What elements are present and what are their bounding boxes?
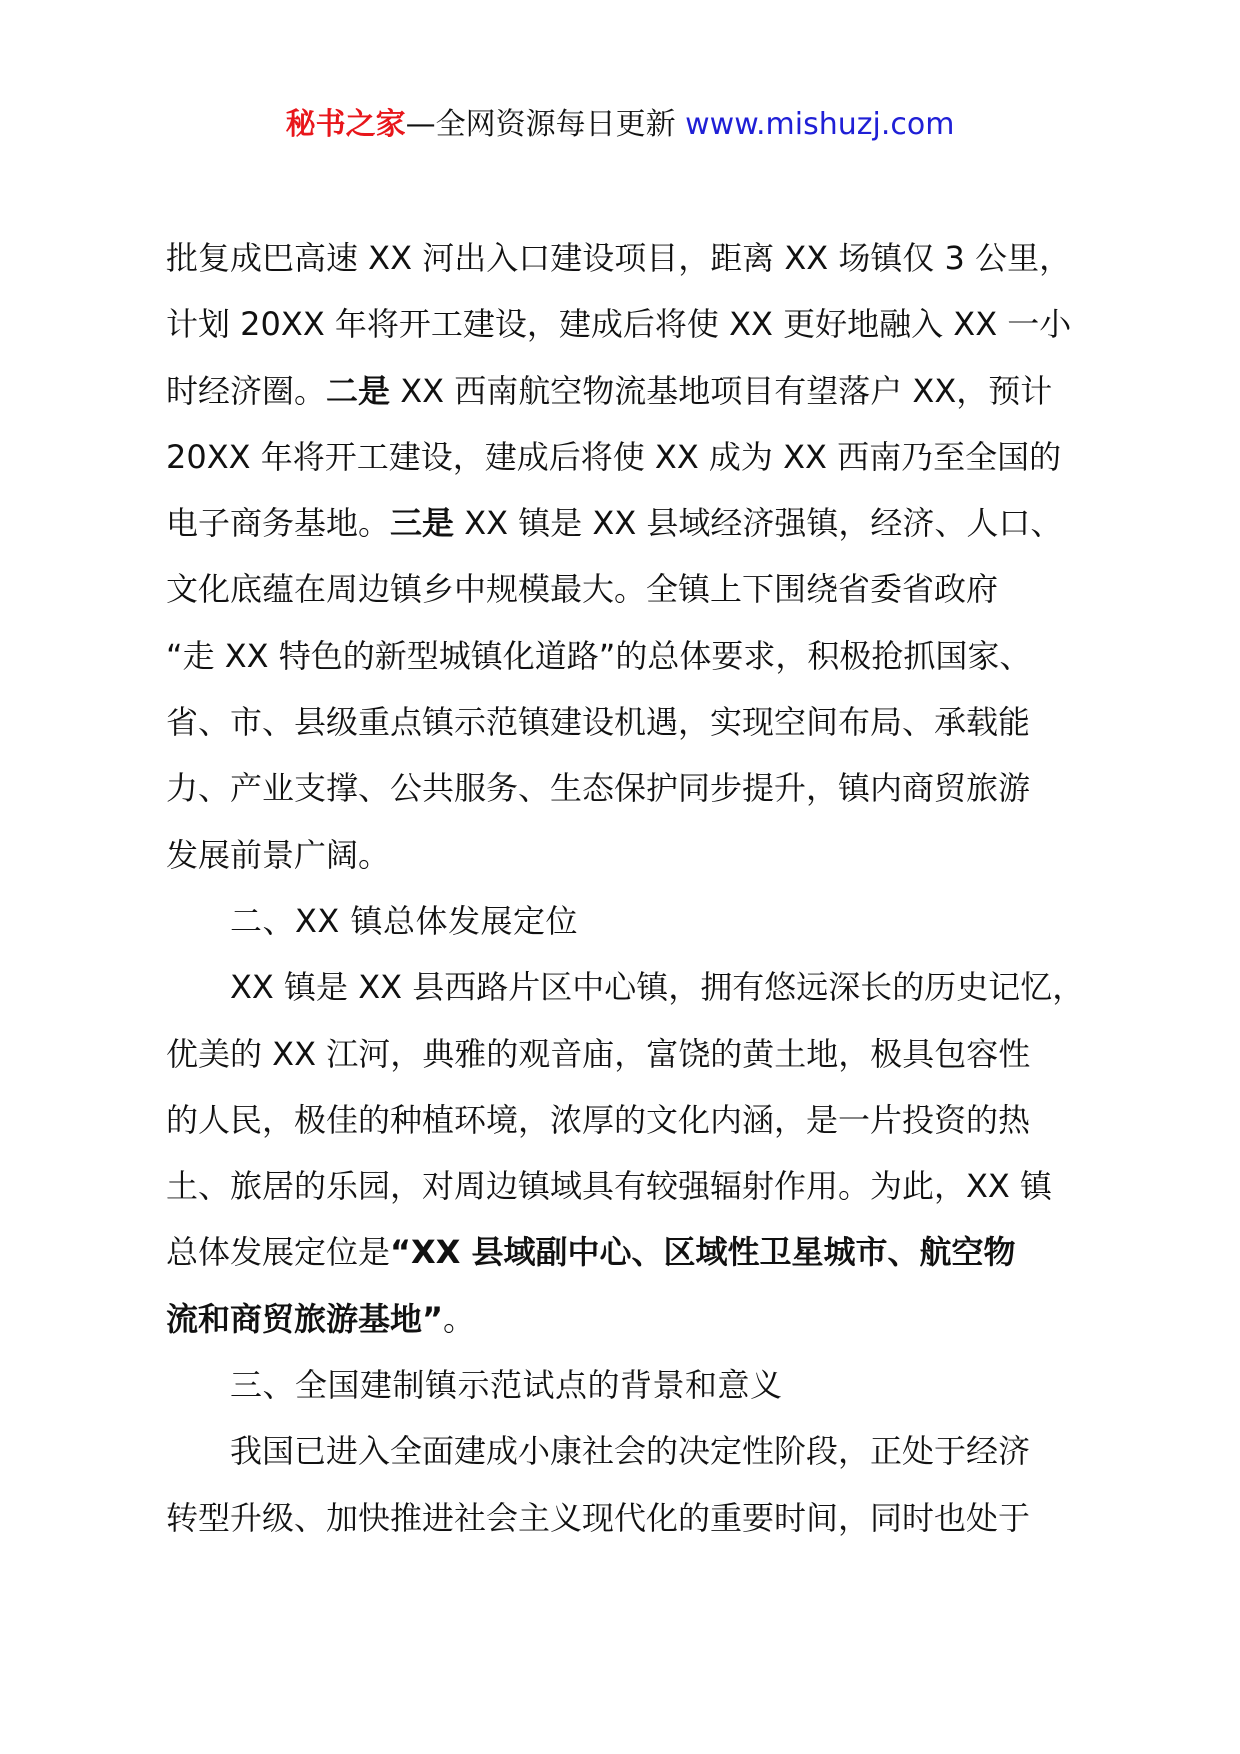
paragraph-line bbox=[166, 623, 1100, 689]
text-segment: “走 XX 特色的新型城镇化道路”的总体要求，积极抢抓国家、 bbox=[166, 636, 1032, 675]
paragraph-line bbox=[166, 424, 1100, 490]
text-segment: 转型升级、加快推进社会主义现代化的重要时间，同时也处于 bbox=[166, 1498, 1031, 1537]
site-header bbox=[0, 98, 1240, 152]
text-segment: 电子商务基地。 bbox=[166, 504, 391, 543]
text-segment: 我国已进入全面建成小康社会的决定性阶段，正处于经济 bbox=[230, 1432, 1031, 1471]
paragraph-line bbox=[166, 358, 1100, 424]
text-segment: 计划 20XX 年将开工建设，建成后将使 XX 更好地融入 XX 一小 bbox=[166, 305, 1072, 344]
paragraph-line bbox=[166, 291, 1100, 357]
paragraph-line bbox=[166, 1219, 1100, 1285]
text-segment: 土、旅居的乐园，对周边镇域具有较强辐射作用。为此，XX 镇 bbox=[166, 1167, 1053, 1206]
paragraph-line bbox=[166, 1021, 1100, 1087]
paragraph-line bbox=[166, 1286, 1100, 1352]
paragraph-line bbox=[166, 556, 1100, 622]
section-heading bbox=[166, 1352, 1100, 1418]
paragraph-line bbox=[166, 755, 1100, 821]
section-heading bbox=[166, 888, 1100, 954]
text-segment: 发展前景广阔。 bbox=[166, 835, 391, 874]
bold-text-segment: 二是 bbox=[326, 371, 391, 410]
text-segment: 总体发展定位是 bbox=[166, 1233, 391, 1272]
paragraph-line bbox=[166, 689, 1100, 755]
paragraph-line bbox=[166, 490, 1100, 556]
bold-text-segment: 三是 bbox=[390, 504, 455, 543]
paragraph-line bbox=[166, 1153, 1100, 1219]
bold-text-segment: “XX 县域副中心、区域性卫星城市、航空物 bbox=[390, 1233, 1016, 1272]
document-body bbox=[166, 225, 1100, 1551]
text-segment: 文化底蕴在周边镇乡中规模最大。全镇上下围绕省委省政府 bbox=[166, 570, 999, 609]
text-segment: 批复成巴高速 XX 河出入口建设项目，距离 XX 场镇仅 3 公里， bbox=[166, 239, 1072, 277]
text-segment: 二、XX 镇总体发展定位 bbox=[230, 901, 579, 940]
text-segment: 。 bbox=[443, 1299, 476, 1338]
text-segment: 20XX 年将开工建设，建成后将使 XX 成为 XX 西南乃至全国的 bbox=[166, 437, 1062, 476]
text-segment: 三、全国建制镇示范试点的背景和意义 bbox=[230, 1366, 783, 1405]
paragraph-line bbox=[166, 1418, 1100, 1484]
text-segment: 省、市、县级重点镇示范镇建设机遇，实现空间布局、承载能 bbox=[166, 703, 1031, 742]
text-segment: XX 镇是 XX 县西路片区中心镇，拥有悠远深长的历史记忆， bbox=[230, 968, 1085, 1007]
text-segment: XX 镇是 XX 县域经济强镇，经济、人口、 bbox=[454, 504, 1063, 543]
brand-name: 秘书之家 bbox=[285, 107, 406, 142]
text-segment: 力、产业支撑、公共服务、生态保护同步提升，镇内商贸旅游 bbox=[166, 769, 1031, 808]
paragraph-line bbox=[166, 822, 1100, 888]
bold-text-segment: 流和商贸旅游基地” bbox=[166, 1299, 444, 1338]
text-segment: 的人民，极佳的种植环境，浓厚的文化内涵，是一片投资的热 bbox=[166, 1100, 1031, 1139]
site-url-link[interactable]: www.mishuzj.com bbox=[685, 107, 955, 142]
paragraph-line bbox=[166, 225, 1100, 291]
header-tagline: —全网资源每日更新 bbox=[405, 107, 686, 142]
paragraph-line bbox=[166, 954, 1100, 1020]
paragraph-line bbox=[166, 1485, 1100, 1551]
text-segment: 优美的 XX 江河，典雅的观音庙，富饶的黄土地，极具包容性 bbox=[166, 1034, 1031, 1073]
text-segment: 时经济圈。 bbox=[166, 371, 327, 410]
paragraph-line bbox=[166, 1087, 1100, 1153]
text-segment: XX 西南航空物流基地项目有望落户 XX，预计 bbox=[390, 371, 1053, 410]
